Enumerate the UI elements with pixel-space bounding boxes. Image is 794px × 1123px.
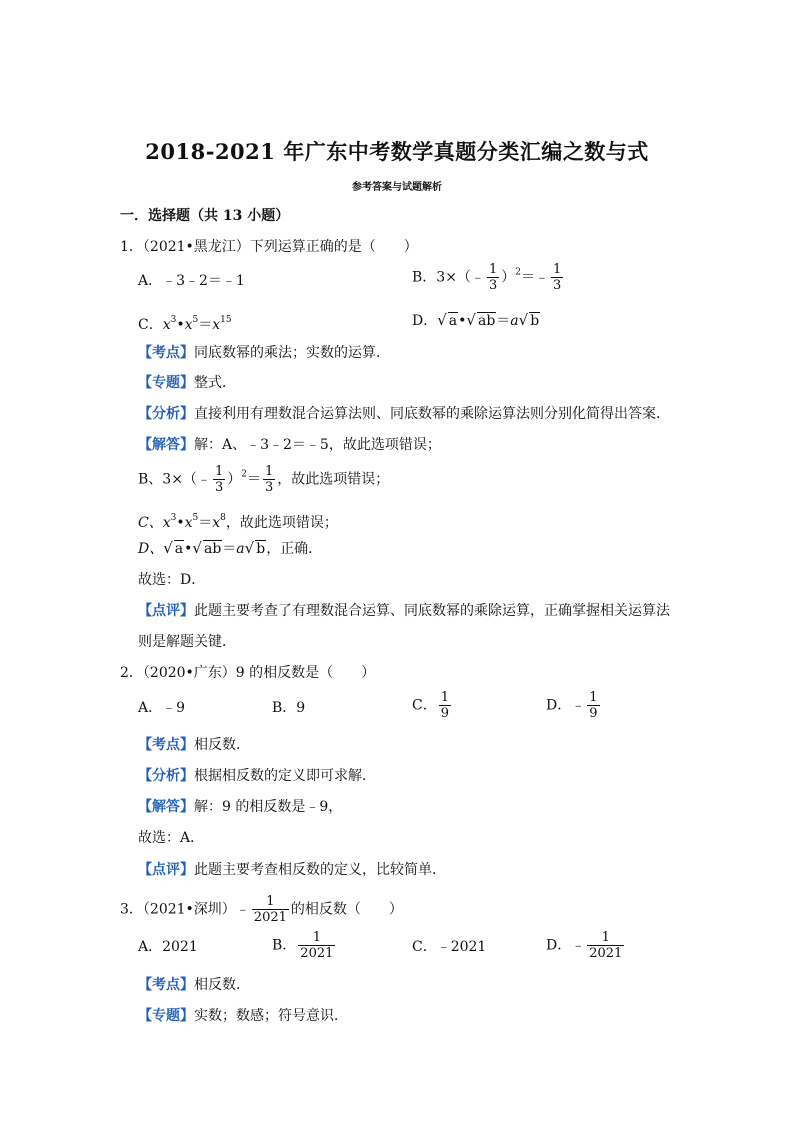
page-subtitle: 参考答案与试题解析: [352, 182, 442, 193]
fraction: $\frac{1}{3}$: [264, 464, 274, 495]
fraction: $\frac{1}{2021}$: [589, 930, 623, 961]
q1-jieda-d: D、√ a•√ ab＝a√ b，正确．: [138, 539, 323, 557]
fraction: $\frac{1}{3}$: [552, 262, 562, 293]
q1-option-c: C．$x^3•x^5=x^{15}$: [138, 315, 232, 333]
fraction: $\frac{1}{9}$: [589, 690, 598, 721]
q1-jieda-c: C、$x^3•x^5=x^8$，故此选项错误；: [138, 513, 338, 531]
q2-stem: 2．（2020•广东）9 的相反数是（ ）: [120, 665, 376, 681]
page-title: 2018-2021 年广东中考数学真题分类汇编之数与式: [145, 139, 649, 164]
q1-kaodian: 【考点】同底数幂的乘法；实数的运算．: [138, 345, 390, 361]
q1-dianping: 【点评】此题主要考查了有理数混合运算、同底数幂的乘除运算，正确掌握相关运算法: [138, 603, 670, 619]
q1-zhuanti: 【专题】整式．: [138, 375, 236, 391]
q2-option-a: A．﹣9: [138, 700, 186, 716]
q2-option-d: D．﹣ $\frac{1}{9}$: [546, 690, 598, 721]
fraction: $\frac{1}{9}$: [440, 690, 449, 721]
q3-option-a: A．2021: [138, 939, 198, 955]
q2-guxuan: 故选：A．: [138, 830, 205, 846]
q3-option-d: D．﹣ $\frac{1}{2021}$: [546, 930, 623, 961]
q3-option-c: C．﹣2021: [412, 939, 487, 955]
q2-option-c: C． $\frac{1}{9}$: [412, 690, 449, 721]
q1-guxuan: 故选：D．: [138, 572, 206, 588]
q1-option-d: D．√ a•√ ab＝a√ b: [412, 311, 540, 329]
fraction: $\frac{1}{3}$: [488, 262, 498, 293]
q2-jieda: 【解答】解：9 的相反数是﹣9，: [138, 799, 343, 815]
q1-jieda-b: B、3×（﹣ $\frac{1}{3}$ ）$^2$＝ $\frac{1}{3}$ ，故此选项错误；: [138, 464, 390, 495]
q2-fenxi: 【分析】根据相反数的定义即可求解．: [138, 768, 376, 784]
q2-kaodian: 【考点】相反数．: [138, 737, 250, 753]
q3-zhuanti: 【专题】实数；数感；符号意识．: [138, 1008, 348, 1024]
section-heading: 一．选择题（共 13 小题）: [120, 208, 290, 224]
q1-stem: 1．（2021•黑龙江）下列运算正确的是（ ）: [120, 239, 418, 255]
q3-option-b: B． $\frac{1}{2021}$: [272, 930, 334, 961]
fraction: $\frac{1}{3}$: [214, 464, 224, 495]
q1-option-b: B．3×（﹣ $\frac{1}{3}$ ）$^2$＝﹣ $\frac{1}{3}$: [412, 262, 562, 293]
q3-kaodian: 【考点】相反数．: [138, 977, 250, 993]
q1-fenxi: 【分析】直接利用有理数混合运算法则、同底数幂的乘除运算法则分别化简得出答案．: [138, 406, 670, 422]
fraction: $\frac{1}{2021}$: [253, 894, 287, 925]
q2-dianping: 【点评】此题主要考查相反数的定义，比较简单．: [138, 862, 446, 878]
q2-option-b: B．9: [272, 700, 306, 716]
q1-dianping-cont: 则是解题关键．: [138, 634, 236, 650]
fraction: $\frac{1}{2021}$: [300, 930, 334, 961]
q1-option-a: A．﹣3﹣2＝﹣1: [138, 273, 245, 289]
q1-jieda: 【解答】解：A、﹣3﹣2＝﹣5，故此选项错误；: [138, 437, 441, 453]
q3-stem: 3．（2021•深圳）﹣ $\frac{1}{2021}$ 的相反数（ ）: [120, 894, 403, 925]
